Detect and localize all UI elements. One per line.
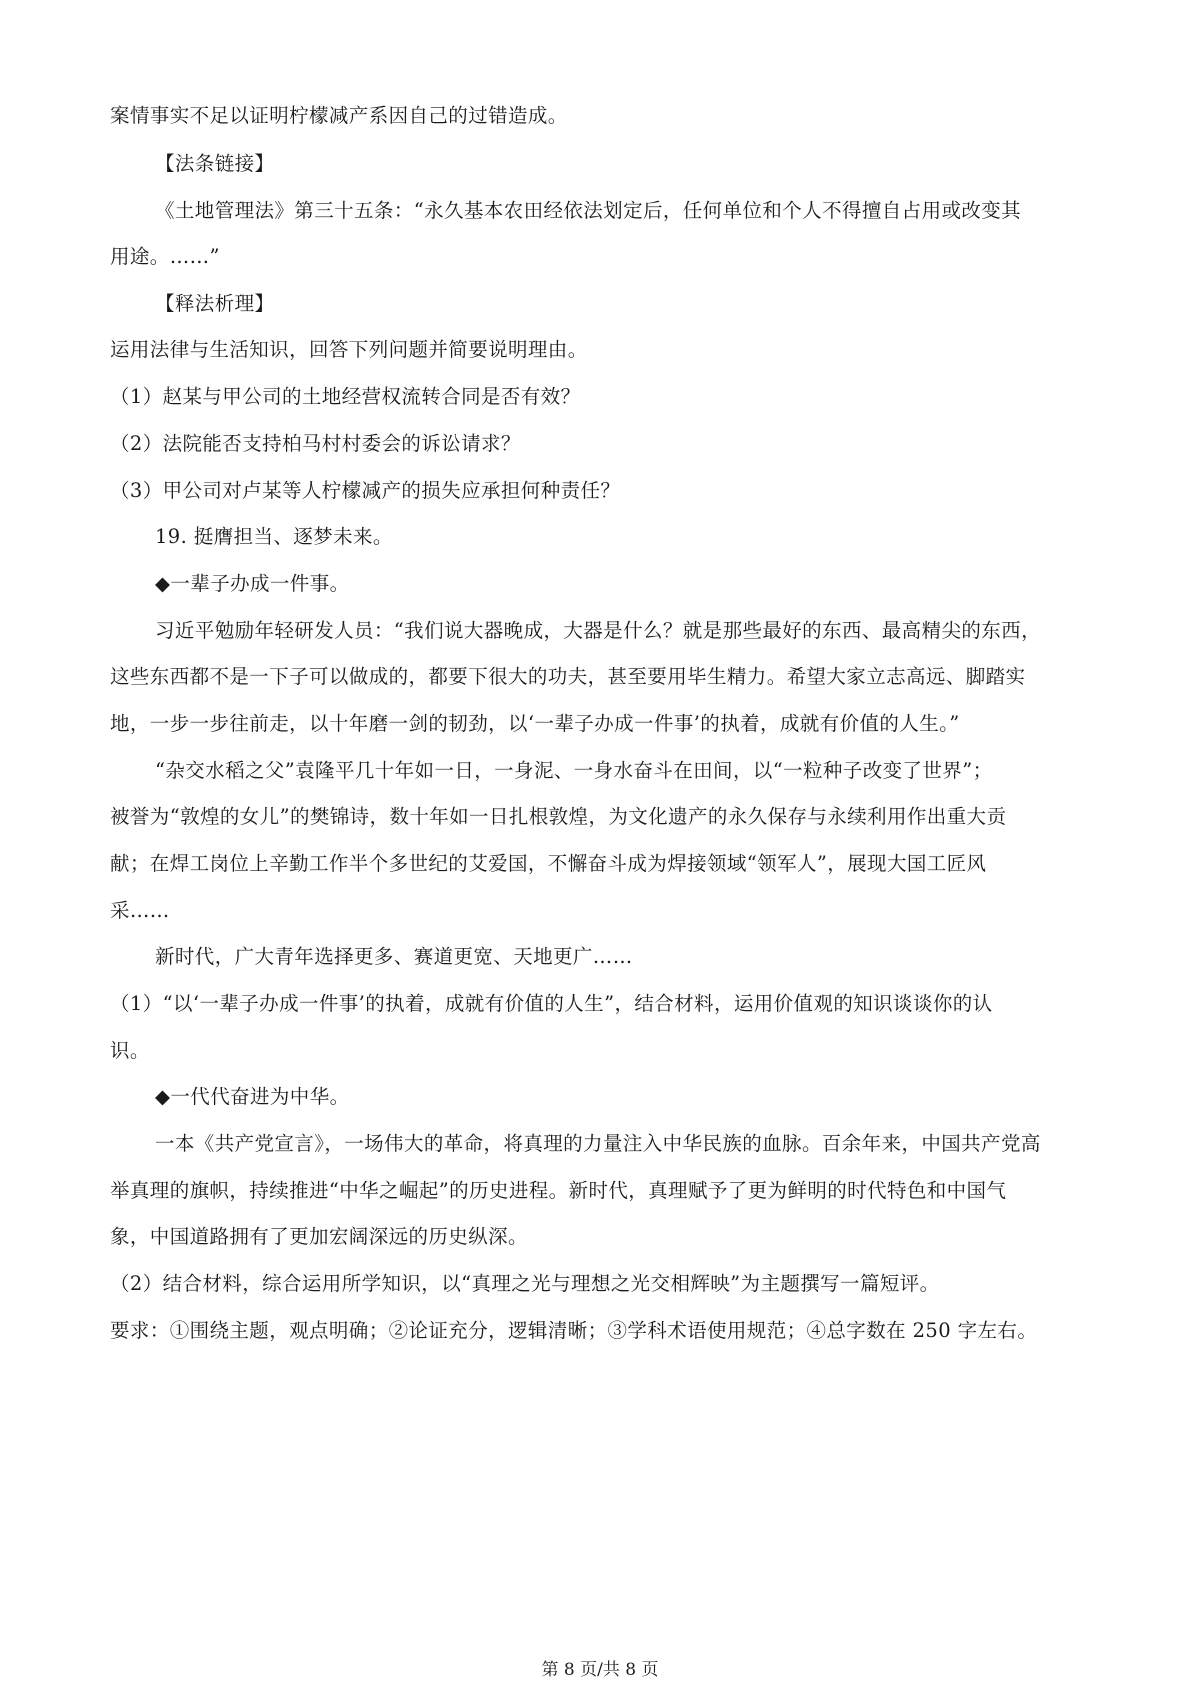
question-item: （2）结合材料，综合运用所学知识，以“真理之光与理想之光交相辉映”为主题撰写一篇短评。 — [110, 1272, 940, 1295]
requirements-line: 要求：①围绕主题，观点明确；②论证充分，逻辑清晰；③学科术语使用规范；④总字数在 250 字左右。 — [110, 1319, 1038, 1342]
question-number-heading: 19. 挺膺担当、逐梦未来。 — [155, 525, 393, 548]
section-heading-analysis: 【释法析理】 — [155, 292, 275, 315]
text-line: 识。 — [110, 1039, 150, 1062]
text-line: 《土地管理法》第三十五条：“永久基本农田经依法划定后，任何单位和个人不得擅自占用或改变其 — [155, 199, 1022, 222]
text-line: 用途。……” — [110, 245, 220, 268]
text-line: 案情事实不足以证明柠檬减产系因自己的过错造成。 — [110, 104, 568, 127]
question-item: （2）法院能否支持柏马村村委会的诉讼请求？ — [110, 432, 521, 455]
text-line: 一本《共产党宣言》，一场伟大的革命，将真理的力量注入中华民族的血脉。百余年来，中国共产党高 — [155, 1132, 1041, 1155]
text-line: 运用法律与生活知识，回答下列问题并简要说明理由。 — [110, 338, 588, 361]
text-line: 象，中国道路拥有了更加宏阔深远的历史纵深。 — [110, 1225, 528, 1248]
text-line: 被誉为“敦煌的女儿”的樊锦诗，数十年如一日扎根敦煌，为文化遗产的永久保存与永续利用作出重大贡 — [110, 805, 1007, 828]
text-line: 献；在焊工岗位上辛勤工作半个多世纪的艾爱国，不懈奋斗成为焊接领域“领军人”，展现大国工匠风 — [110, 852, 987, 875]
page-footer — [0, 1658, 1200, 1682]
text-line: 新时代，广大青年选择更多、赛道更宽、天地更广…… — [155, 945, 633, 968]
page-number: 第 8 页/共 8 页 — [541, 1660, 659, 1680]
subsection-heading: ◆一代代奋进为中华。 — [155, 1085, 350, 1108]
text-line: 习近平勉励年轻研发人员：“我们说大器晚成，大器是什么？就是那些最好的东西、最高精尖的东西， — [155, 619, 1041, 642]
subsection-heading: ◆一辈子办成一件事。 — [155, 572, 350, 595]
question-item: （1）赵某与甲公司的土地经营权流转合同是否有效？ — [110, 385, 581, 408]
question-item: （1）“以‘一辈子办成一件事’的执着，成就有价值的人生”，结合材料，运用价值观的知识谈谈你的认 — [110, 992, 993, 1015]
text-line: 采…… — [110, 899, 170, 922]
text-line: “杂交水稻之父”袁隆平几十年如一日，一身泥、一身水奋斗在田间，以“一粒种子改变了世界”； — [155, 759, 993, 782]
text-line: 举真理的旗帜，持续推进“中华之崛起”的历史进程。新时代，真理赋予了更为鲜明的时代特色和中国气 — [110, 1179, 1007, 1202]
text-line: 这些东西都不是一下子可以做成的，都要下很大的功夫，甚至要用毕生精力。希望大家立志高远、脚踏实 — [110, 665, 1026, 688]
section-heading-legal-link: 【法条链接】 — [155, 152, 275, 175]
text-line: 地，一步一步往前走，以十年磨一剑的韧劲，以‘一辈子办成一件事’的执着，成就有价值的人生。” — [110, 712, 960, 735]
question-item: （3）甲公司对卢某等人柠檬减产的损失应承担何种责任？ — [110, 479, 621, 502]
